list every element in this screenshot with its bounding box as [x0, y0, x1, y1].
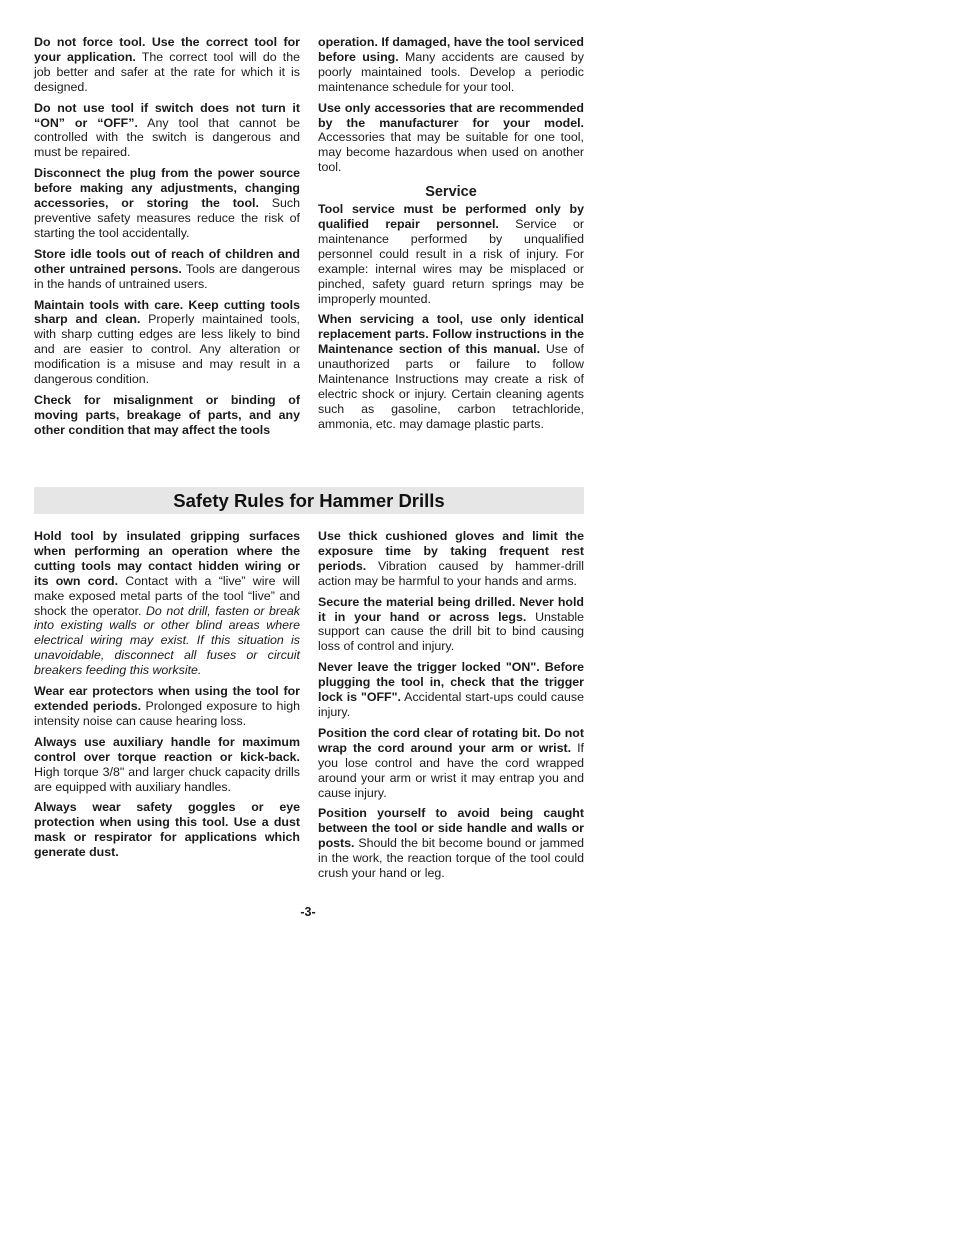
rule-paragraph: When servicing a tool, use only identical replacement parts. Follow instructions in the Maintenance section of this manual. Use of unauthorized parts or failure to follow Maintenance Instructions may create a risk of electric shock or injury. Certain cleaning agents such as gasoline, carbon tetrachloride, ammonia, etc. may damage plastic parts. — [318, 312, 584, 431]
rule-paragraph: Disconnect the plug from the power source before making any adjustments, changing accessories, or storing the tool. Such preventive safety measures reduce the risk of starting the tool accidentally. — [34, 166, 300, 240]
page-number: -3- — [300, 905, 316, 919]
rule-paragraph: Tool service must be performed only by qualified repair personnel. Service or maintenance performed by unqualified personnel could result in a risk of injury. For example: internal wires may be misplaced or pinched, safety guard return springs may be improperly mounted. — [318, 202, 585, 306]
rule-paragraph: Use thick cushioned gloves and limit the exposure time by taking frequent rest periods. Vibration caused by hammer-drill action may be harmful to your hands and arms. — [318, 529, 584, 588]
rule-paragraph: Position yourself to avoid being caught between the tool or side handle and walls or posts. Should the bit become bound or jammed in the work, the reaction torque of the tool could crush your hand or leg. — [318, 806, 584, 881]
column-2-general-rules — [318, 35, 584, 438]
rule-paragraph: Always wear safety goggles or eye protection when using this tool. Use a dust mask or respirator for applications which generate dust. — [34, 800, 300, 860]
service-heading: Service — [425, 184, 477, 201]
rule-paragraph: Never leave the trigger locked "ON". Before plugging the tool in, check that the trigger lock is "OFF". Accidental start-ups could cause injury. — [318, 660, 584, 719]
rule-paragraph: Use only accessories that are recommended by the manufacturer for your model. Accessories that may be suitable for one tool, may become hazardous when used on another tool. — [318, 100, 584, 175]
rule-paragraph: Do not use tool if switch does not turn it “ON” or “OFF”. Any tool that cannot be controlled with the switch is dangerous and must be repaired. — [34, 100, 300, 160]
column-1-general-rules — [34, 35, 300, 444]
rule-paragraph: Maintain tools with care. Keep cutting tools sharp and clean. Properly maintained tools, with sharp cutting edges are less likely to bind and are easier to control. Any alteration or modification is a misuse and may result in a dangerous condition. — [34, 297, 300, 387]
column-4-hammer-drill-rules — [318, 529, 584, 887]
rule-paragraph: Wear ear protectors when using the tool for extended periods. Prolonged exposure to high intensity noise can cause hearing loss. — [34, 684, 300, 728]
rule-paragraph: Check for misalignment or binding of moving parts, breakage of parts, and any other condition that may affect the tools — [34, 392, 300, 437]
section-banner-title: Safety Rules for Hammer Drills — [34, 487, 584, 514]
rule-paragraph: Secure the material being drilled. Never hold it in your hand or across legs. Unstable support can cause the drill bit to bind causing loss of control and injury. — [318, 594, 584, 654]
column-3-hammer-drill-rules — [34, 529, 300, 866]
rule-paragraph: Store idle tools out of reach of children and other untrained persons. Tools are dangerous in the hands of untrained users. — [34, 246, 301, 291]
rule-paragraph: Do not force tool. Use the correct tool for your application. The correct tool will do the job better and safer at the rate for which it is designed. — [34, 35, 300, 94]
rule-paragraph: Position the cord clear of rotating bit. Do not wrap the cord around your arm or wrist. If you lose control and have the cord wrapped around your arm or wrist it may entrap you and cause injury. — [318, 725, 585, 800]
rule-paragraph: Always use auxiliary handle for maximum control over torque reaction or kick-back. High torque 3/8" and larger chuck capacity drills are equipped with auxiliary handles. — [34, 734, 300, 794]
rule-paragraph: operation. If damaged, have the tool serviced before using. Many accidents are caused by poorly maintained tools. Develop a periodic maintenance schedule for your tool. — [318, 35, 585, 94]
rule-paragraph: Hold tool by insulated gripping surfaces when performing an operation where the cutting tools may contact hidden wiring or its own cord. Contact with a “live” wire will make exposed metal parts of the tool “live” and shock the operator. Do not drill, fasten or break into existing walls or other blind areas where electrical wiring may exist. If this situation is unavoidable, disconnect all fuses or circuit breakers feeding this worksite. — [34, 529, 300, 678]
